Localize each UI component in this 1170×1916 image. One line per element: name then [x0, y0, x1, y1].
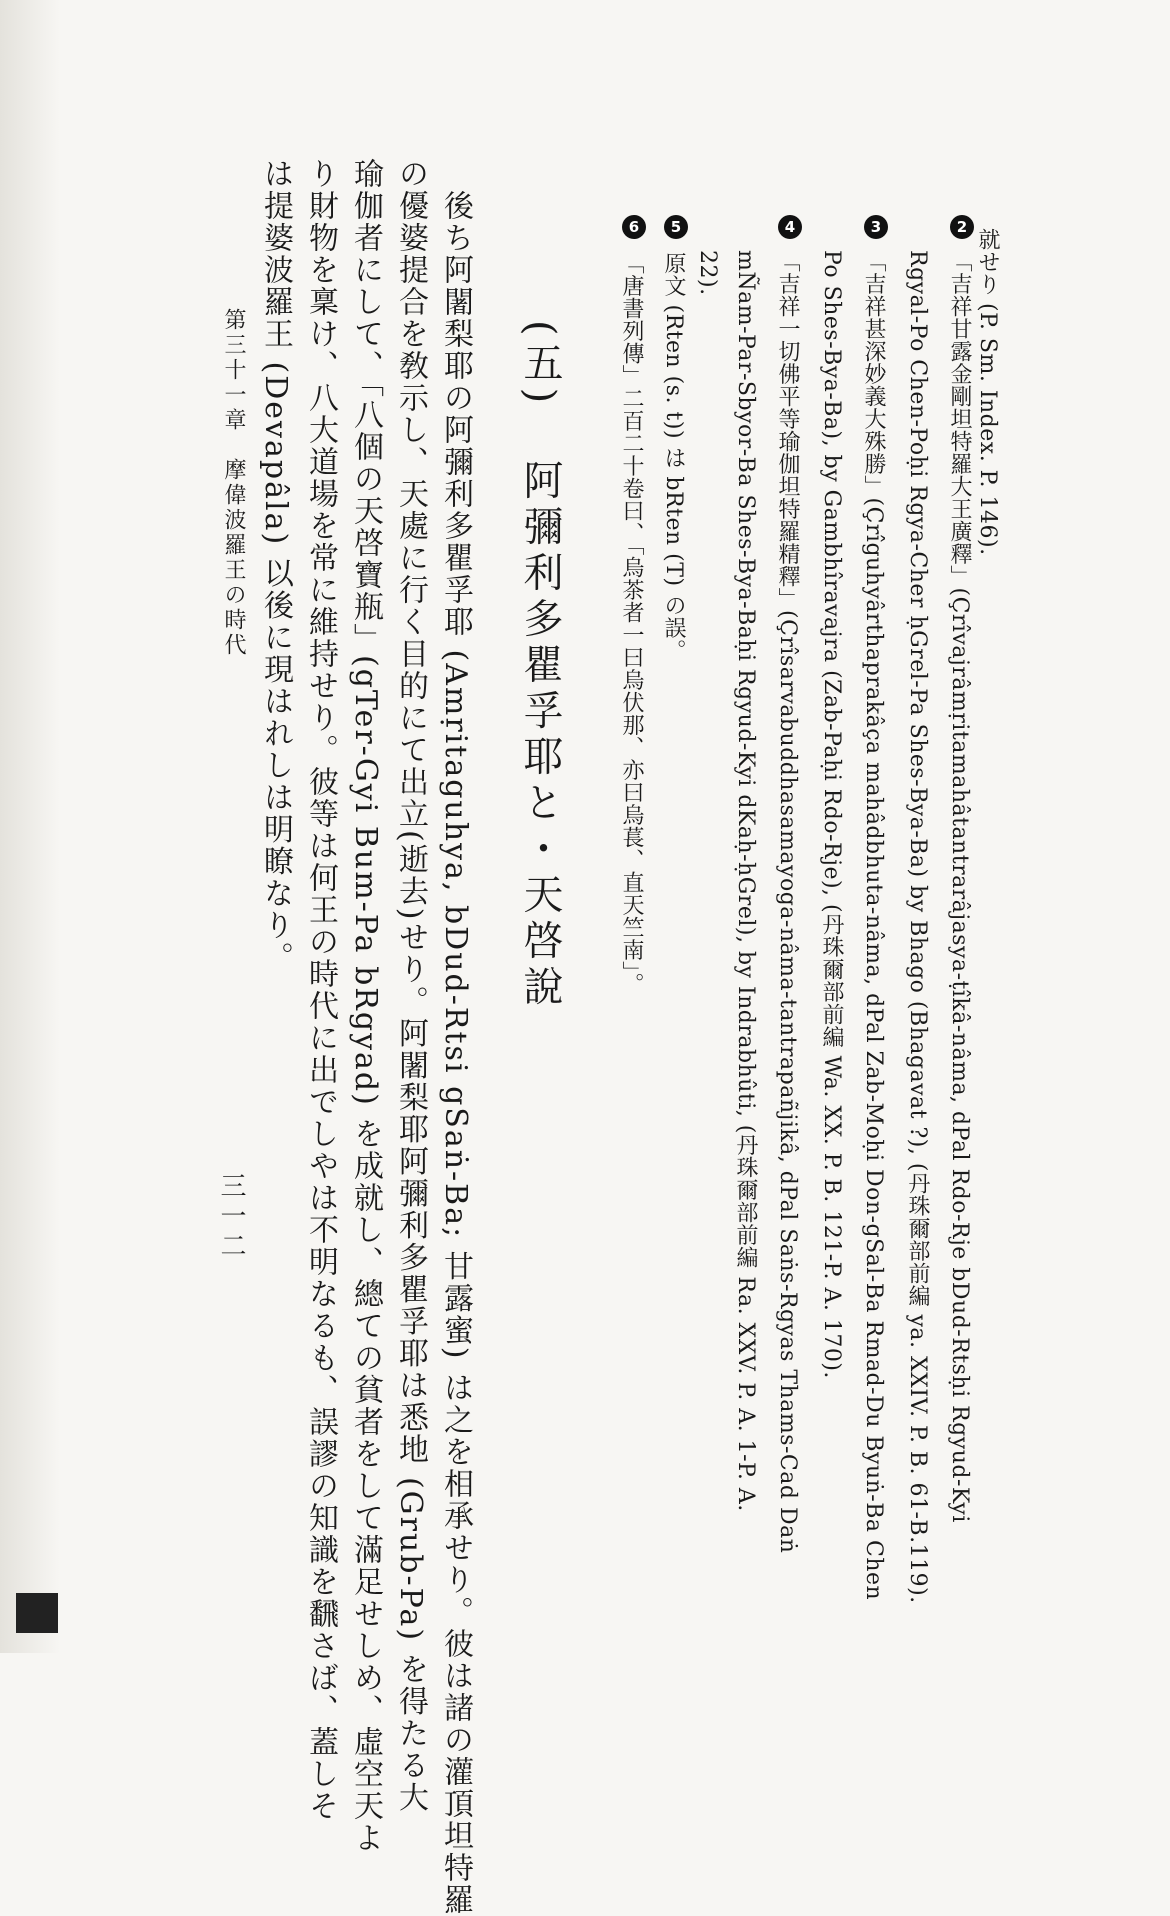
footnote-2-line-2: Rgyal-Po Chen-Poḥi Rgya-Cher ḥGrel-Pa Shes-Bya-Ba) by Bhago (Bhagavat ?), (丹珠爾部前編 ya. XXIV. P. B. 61-B.119).	[905, 250, 930, 1604]
body-line-2: の優婆提合を敎示し、天處に行く目的にて出立(逝去)せり。阿闍梨耶阿彌利多瞿孚耶は悉地 (Grub-Pa) を得たる大	[393, 158, 428, 1814]
footnote-6-text: 「唐書列傳」二百二十卷曰、「烏茶者一曰烏伏那、亦曰烏萇、直天竺南」。	[619, 252, 644, 995]
footnote-marker-4: 4	[778, 215, 802, 239]
footnote-4-line-2: mÑam-Par-Sbyor-Ba Shes-Bya-Baḥi Rgyud-Kyi dKaḥ-ḥGrel), by Indrabhûti, (丹珠爾部前編 Ra. XXV. P. A. 1-P. A.	[733, 250, 758, 1512]
body-line-5: は提婆波羅王 (Devapâla) 以後に現はれしは明瞭なり。	[258, 158, 293, 974]
footnote-4-line-1: 「吉祥一切佛平等瑜伽坦特羅精釋」(Çrîsarvabuddhasamayoga-nâma-tantrapañjikâ, dPal Saṅs-Rgyas Thams-Cad Daṅ	[775, 250, 800, 1554]
body-line-3: 瑜伽者にして、「八個の天啓寶瓶」(gTer-Gyi Bum-Pa bRgyad) を成就し、總ての貧者をして滿足せしめ、虛空天よ	[348, 158, 383, 1855]
section-title: 阿彌利多瞿孚耶と・天啓說	[517, 459, 563, 1012]
scan-edge-mark	[16, 1593, 58, 1633]
footnote-marker-2: 2	[950, 215, 974, 239]
footnote-marker-3: 3	[864, 215, 888, 239]
footnote-marker-6: 6	[622, 215, 646, 239]
footnote-3-line-1: 「吉祥甚深妙義大殊勝」(Çrîguhyârthaprakâça mahâdbhuta-nâma, dPal Zab-Moḥi Don-gSal-Ba Rmad-Du Byuṅ-Ba Chen	[861, 250, 886, 1601]
scan-edge	[0, 0, 60, 1653]
section-heading	[517, 320, 563, 1012]
page-number: 三一二	[216, 1172, 246, 1262]
footnote-4-line-3: 22).	[695, 250, 720, 296]
section-number: (五)	[517, 320, 563, 410]
footnote-marker-5: 5	[664, 215, 688, 239]
footnote-continuation: 就せり (P. Sm. Index. P. 146).	[975, 228, 1000, 556]
body-line-1: 後ち阿闍梨耶の阿彌利多瞿孚耶 (Amṛitaguhya, bDud-Rtsi gSaṅ-Ba; 甘露蜜) は之を相承せり。彼は諸の灌頂坦特羅	[438, 190, 473, 1916]
running-footer-chapter: 第三十一章 摩偉波羅王の時代	[221, 308, 246, 658]
footnote-3-line-2: Po Shes-Bya-Ba), by Gambhîravajra (Zab-Paḥi Rdo-Rje), (丹珠爾部前編 Wa. XX. P. B. 121-P. A. 170).	[819, 250, 844, 1379]
body-line-4: り財物を稟け、八大道場を常に維持せり。彼等は何王の時代に出でしやは不明なるも、誤謬の知識を飜さば、蓋しそ	[303, 158, 338, 1822]
footnote-2-line-1: 「吉祥甘露金剛坦特羅大王廣釋」(Çrîvajrâmṛitamahâtantrarâjasya-ṭîkâ-nâma, dPal Rdo-Rje bDud-Rtsḥi Rgyud-Kyi	[947, 250, 972, 1523]
footnote-5-text: 原文 (Rten (s. t)) は bRten (T) の誤。	[661, 252, 686, 662]
